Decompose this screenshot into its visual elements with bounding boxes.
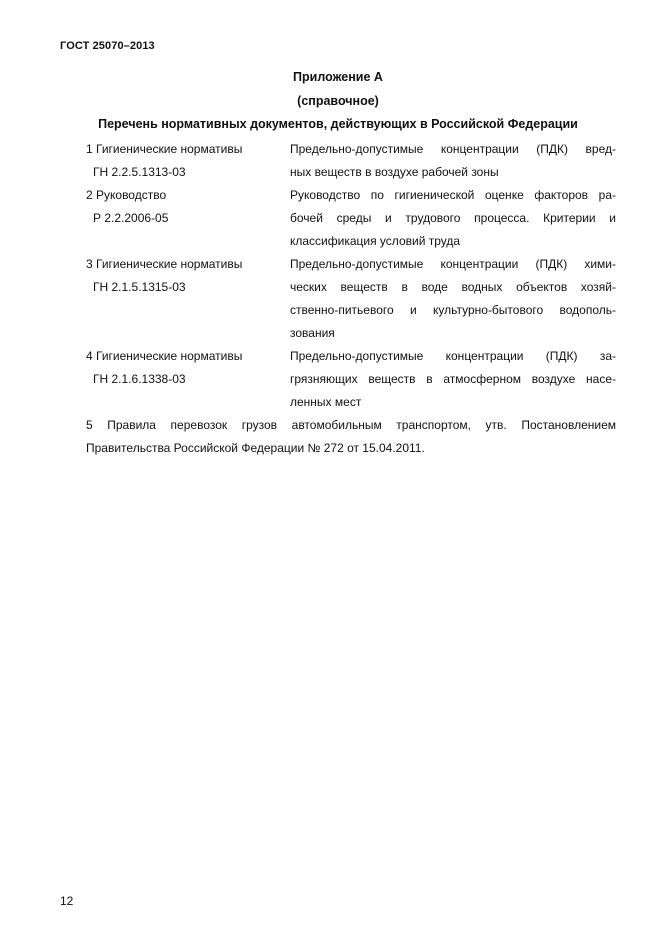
document-designation [86,184,290,253]
page-number: 12 [60,894,74,908]
document-title-line: Руководство по гигиенической оценке факторов ра- [290,188,616,202]
document-title-line: Предельно-допустимые концентрации (ПДК) вред- [290,142,616,156]
rules-line: 5 Правила перевозок грузов автомобильным транспортом, утв. Постановлением [86,418,616,432]
document-item [86,253,616,345]
appendix-type: (справочное) [297,94,379,108]
appendix-title: Приложение А [293,70,383,84]
document-designation [86,138,290,184]
document-title-line: классификация условий труда [290,234,461,248]
rules-line: Правительства Российской Федерации № 272 от 15.04.2011. [86,441,425,455]
document-type: 4 Гигиенические нормативы [86,349,243,363]
document-type: 1 Гигиенические нормативы [86,142,243,156]
document-title-line: зования [290,326,335,340]
document-title-line: ственно-питьевого и культурно-бытового водополь- [290,303,616,317]
document-title [290,345,616,414]
document-designation [86,253,290,345]
document-title [290,253,616,345]
document-item [86,184,616,253]
document-code: Р 2.2.2006-05 [93,211,169,225]
document-title [290,184,616,253]
document-title-line: грязняющих веществ в атмосферном воздухе насе- [290,372,616,386]
document-designation [86,345,290,414]
document-type: 2 Руководство [86,188,167,202]
document-type: 3 Гигиенические нормативы [86,257,243,271]
document-code: ГН 2.2.5.1313-03 [93,165,186,179]
normative-documents-list [86,138,616,414]
document-title-line: ных веществ в воздухе рабочей зоны [290,165,499,179]
document-title [290,138,616,184]
document-title-line: бочей среды и трудового процесса. Критерии и [290,211,616,225]
document-code: ГН 2.1.6.1338-03 [93,372,186,386]
document-title-line: ческих веществ в воде водных объектов хозяй- [290,280,616,294]
rules-paragraph [86,414,616,460]
document-item [86,345,616,414]
document-header: ГОСТ 25070–2013 [60,40,155,52]
document-code: ГН 2.1.5.1315-03 [93,280,186,294]
document-title-line: ленных мест [290,395,362,409]
appendix-heading: Перечень нормативных документов, действующих в Российской Федерации [98,117,578,131]
document-title-line: Предельно-допустимые концентрации (ПДК) хими- [290,257,616,271]
document-item [86,138,616,184]
document-title-line: Предельно-допустимые концентрации (ПДК) за- [290,349,616,363]
